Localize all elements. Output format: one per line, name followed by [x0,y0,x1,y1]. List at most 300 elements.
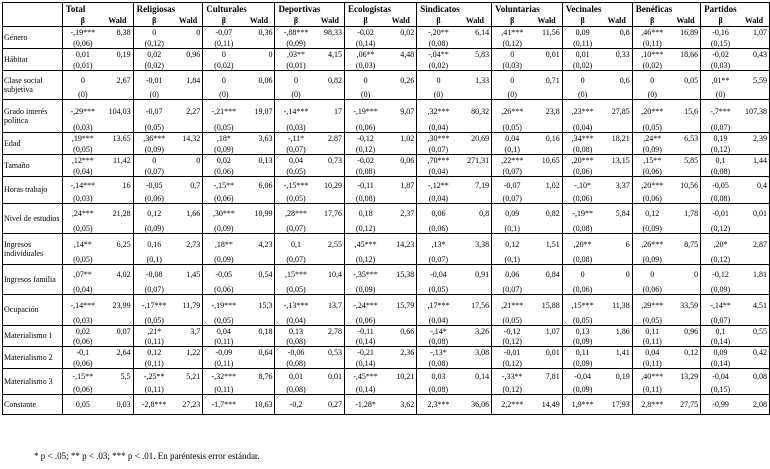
std-error-cell: (0,03) [73,123,93,132]
wald-cell: 15,3 [244,295,275,316]
beta-cell: ,19*** [62,133,103,145]
wald-cell: 4,51 [740,295,770,316]
std-error-cell: (0,11) [144,337,164,346]
beta-cell: 0,13 [275,325,317,337]
beta-cell: ,14** [62,234,103,255]
table-row [3,48,770,61]
std-error-cell: (0,12) [355,254,376,264]
wald-cell: 2,27 [175,99,203,123]
wald-cell: 0,01 [532,48,562,61]
empty-cell [175,39,203,49]
empty-cell [672,61,701,71]
std-error-cell: (0,03) [710,61,731,70]
table-row [3,27,770,39]
wald-cell: 0,06 [244,71,275,90]
row-label: Género [3,27,63,49]
beta-cell: 0,09 [492,203,533,224]
empty-cell [740,224,770,234]
empty-cell [244,337,275,347]
beta-cell: 0,13 [562,325,602,337]
beta-cell: -,29*** [62,99,103,123]
std-error-cell: (0,09) [642,144,662,154]
std-error-cell: (0,11) [214,337,234,346]
beta-cell: -0,99 [701,395,740,415]
empty-cell [532,90,562,100]
beta-cell: 0,02 [133,48,175,61]
std-error-cell: (0,01) [286,61,306,70]
beta-cell: 0,16 [133,234,175,255]
std-error-cell: (0,1) [504,254,520,264]
empty-cell [740,145,770,155]
group-header: Ecologistas [345,3,417,16]
std-error-cell: (0,11) [642,358,662,368]
std-error-cell: (0,05) [144,315,164,325]
empty-cell [460,224,492,234]
empty-cell [317,167,345,177]
std-error-cell: (0,12) [502,358,522,368]
std-error-cell: (0,06) [355,315,376,325]
beta-cell: -,20** [417,27,460,39]
empty-cell [532,359,562,369]
std-error-cell: (0,14) [355,38,376,48]
beta-cell: ,06** [345,48,387,61]
beta-cell: -,14*** [62,295,103,316]
wald-cell: 2,87 [317,133,345,145]
empty-cell [175,194,203,204]
empty-cell [103,224,133,234]
std-error-cell: (0,07) [144,167,164,176]
beta-cell: 2,2*** [492,395,533,415]
std-error-cell: (0,07) [144,285,164,294]
empty-cell [244,385,275,395]
std-error-cell: (0,05) [73,224,93,233]
std-error-cell: (0) [715,89,726,99]
beta-cell: -0,04 [417,264,460,285]
wald-cell: 27,75 [672,395,701,415]
empty-cell [103,285,133,295]
std-error-cell: (0) [291,89,301,99]
wald-cell: 0,01 [740,203,770,224]
wald-cell: 17 [317,99,345,123]
std-error-cell: (0,14) [355,385,376,394]
beta-cell: ,15*** [275,264,317,285]
std-error-cell: (0,04) [286,315,306,325]
header-groups-row [3,3,770,16]
std-error-cell: (0,05) [502,315,522,325]
table-row [3,395,770,415]
std-error-cell: (0,03) [73,193,93,203]
wald-header: Wald [740,15,770,27]
beta-cell: ,01** [701,71,740,90]
wald-cell: 0,08 [740,368,770,385]
wald-header: Wald [532,15,562,27]
wald-cell: 36,06 [460,395,492,415]
beta-cell: 0,02 [62,325,103,337]
table-row [3,264,770,285]
group-header: Culturales [203,3,275,16]
std-error-cell: (0,09) [642,224,662,233]
std-error-cell: (0,05) [73,254,93,264]
std-error-cell: (0,05) [286,285,306,294]
beta-cell: -,15** [203,177,245,194]
std-error-cell: (0,06) [428,224,449,233]
beta-cell: -,11* [275,133,317,145]
wald-cell: 1,86 [603,325,633,337]
beta-cell: ,26*** [492,99,533,123]
std-error-cell: (0,08) [428,38,449,48]
std-error-cell: (0,07) [502,285,522,294]
std-error-cell: (0,12) [502,337,522,346]
beta-cell: ,23*** [562,99,602,123]
empty-cell [740,194,770,204]
std-error-cell: (0,03) [286,123,306,132]
std-error-row [3,123,770,133]
std-error-cell: (0,12) [710,224,731,233]
std-error-cell: (0,08) [286,358,306,368]
beta-cell: 0 [203,48,245,61]
group-header: Voluntarias [492,3,563,16]
empty-cell [740,61,770,71]
empty-cell [672,39,701,49]
empty-cell [386,123,417,133]
empty-cell [103,337,133,347]
empty-cell [672,224,701,234]
std-error-cell: (0,08) [355,167,376,176]
wald-cell: 0,43 [740,48,770,61]
std-error-cell: (0,08) [286,337,306,346]
wald-cell: 1,07 [532,325,562,337]
std-error-cell: (0,06) [73,38,93,48]
wald-header: Wald [103,15,133,27]
wald-cell: 33,59 [672,295,701,316]
empty-cell [672,167,701,177]
row-label: Edad [3,133,63,155]
beta-cell: -0,11 [345,325,387,337]
wald-cell: 2,08 [740,395,770,415]
std-error-cell: (0,1) [504,224,520,233]
std-error-cell: (0,08) [428,358,449,368]
beta-cell: 0,04 [203,325,245,337]
beta-cell: -0,01 [133,71,175,90]
beta-cell: -,35*** [345,264,387,285]
beta-cell: 0 [345,71,387,90]
wald-cell: 5,85 [672,154,701,167]
std-error-cell: (0,02) [428,61,449,70]
empty-cell [740,359,770,369]
beta-cell: 2,8*** [632,395,672,415]
wald-cell: 0,01 [532,347,562,359]
empty-cell [672,316,701,326]
empty-cell [386,224,417,234]
wald-cell: 1,02 [532,177,562,194]
empty-cell [740,123,770,133]
wald-cell: 0 [244,48,275,61]
wald-cell: 0,82 [532,203,562,224]
std-error-cell: (0,05) [214,123,234,132]
wald-cell: 98,33 [317,27,345,39]
beta-cell: ,03** [275,48,317,61]
wald-cell: 17,56 [460,295,492,316]
beta-cell: ,20* [701,234,740,255]
beta-cell: -,33** [492,368,533,385]
std-error-cell: (0,12) [502,38,522,48]
row-label: Grado interés política [3,99,63,133]
empty-cell [317,285,345,295]
wald-cell: 3,38 [460,234,492,255]
wald-cell: 10,21 [386,368,417,385]
empty-cell [740,90,770,100]
wald-cell: 0,54 [244,264,275,285]
std-error-cell: (0,05) [428,285,449,294]
std-error-cell: (0,11) [214,385,234,394]
wald-cell: 0,12 [672,347,701,359]
beta-cell: ,45*** [345,234,387,255]
row-label: Ingresos individuales [3,234,63,265]
std-error-cell: (0,07) [710,315,731,325]
wald-cell: 0,6 [603,71,633,90]
row-label: Clase social subjetiva [3,71,63,100]
std-error-cell: (0,08) [428,385,449,394]
std-error-cell: (0,07) [428,254,449,264]
beta-cell: 0 [632,264,672,285]
wald-cell: 16 [103,177,133,194]
beta-cell: ,21*** [492,295,533,316]
empty-cell [603,359,633,369]
empty-cell [460,39,492,49]
wald-cell: 1,33 [460,71,492,90]
beta-header: β [650,16,655,25]
empty-cell [175,90,203,100]
wald-cell: 0,33 [603,48,633,61]
beta-cell: ,10*** [632,48,672,61]
empty-cell [672,255,701,265]
wald-cell: 20,69 [460,133,492,145]
beta-cell: -0,09 [203,347,245,359]
wald-cell: 0,02 [386,27,417,39]
wald-cell: 1,41 [603,347,633,359]
std-error-cell: (0,14) [710,358,731,368]
empty-cell [740,255,770,265]
wald-cell: 1,84 [175,71,203,90]
wald-cell: 0,42 [740,347,770,359]
beta-cell: 0 [632,71,672,90]
std-error-row [3,90,770,100]
empty-cell [603,285,633,295]
wald-cell: 27,85 [603,99,633,123]
empty-cell [103,194,133,204]
wald-cell: 5,84 [603,203,633,224]
beta-cell: ,07** [62,264,103,285]
row-label: Horas trabajo [3,177,63,204]
beta-cell: 0,12 [492,234,533,255]
empty-cell [532,385,562,395]
empty-cell [175,337,203,347]
empty-cell [532,167,562,177]
beta-cell: -,7*** [701,99,740,123]
wald-cell: 8,38 [103,27,133,39]
beta-cell: -0,08 [133,264,175,285]
beta-cell: -0,07 [133,99,175,123]
wald-cell: 2,87 [740,234,770,255]
empty-cell [603,167,633,177]
std-error-cell: (0,05) [144,123,164,132]
wald-cell: 2,67 [103,71,133,90]
std-error-cell: (0,06) [642,285,662,294]
std-error-cell: (0,07) [502,167,522,176]
empty-cell [386,145,417,155]
wald-cell: 2,64 [103,347,133,359]
empty-cell [103,145,133,155]
table-row [3,234,770,255]
beta-cell: ,40*** [632,368,672,385]
empty-cell [532,145,562,155]
beta-cell: -0,12 [701,264,740,285]
wald-cell: 0,91 [460,264,492,285]
std-error-cell: (0,06) [642,167,662,176]
wald-cell: 0,36 [244,27,275,39]
wald-cell: 0,01 [317,368,345,385]
std-error-cell: (0,05) [286,167,306,176]
wald-header: Wald [460,15,492,27]
beta-cell: 0,11 [632,325,672,337]
wald-cell: 0,05 [672,71,701,90]
wald-cell: 13,15 [603,154,633,167]
wald-cell: 14,23 [386,234,417,255]
std-error-cell: (0,08) [572,224,593,233]
wald-cell: 0,64 [244,347,275,359]
beta-cell: ,15** [632,154,672,167]
wald-cell: 0,55 [740,325,770,337]
beta-header: β [221,16,226,25]
wald-cell: 2,36 [386,347,417,359]
empty-cell [317,316,345,326]
empty-cell [740,39,770,49]
empty-cell [532,337,562,347]
beta-cell: 0 [275,71,317,90]
row-label: Ocupación [3,295,63,326]
empty-cell [175,316,203,326]
wald-cell: 1,44 [740,154,770,167]
wald-cell: 0 [175,27,203,39]
std-error-cell: (0,11) [642,385,662,394]
empty-cell [175,359,203,369]
std-error-cell: (0,11) [144,385,164,394]
wald-cell: 1,07 [740,27,770,39]
wald-cell: 0,66 [386,325,417,337]
beta-cell: ,70*** [417,154,460,167]
std-error-cell: (0,08) [710,167,731,176]
group-header: Sindicatos [417,3,492,16]
wald-cell: 0 [175,154,203,167]
beta-cell: 0,1 [275,234,317,255]
wald-cell: 0,8 [603,27,633,39]
empty-cell [317,123,345,133]
wald-cell: 18,21 [603,133,633,145]
beta-cell: -0,07 [492,177,533,194]
wald-cell: 23,99 [103,295,133,316]
empty-cell [603,224,633,234]
beta-cell: ,12*** [62,154,103,167]
wald-cell: 2,37 [386,203,417,224]
std-error-cell: (0,11) [144,358,164,368]
table-footnote: * p < .05; ** p < .03; *** p < .01. En paréntesis error estándar. [34,451,260,461]
std-error-cell: (0,06) [572,285,593,294]
std-error-cell: (0,09) [572,337,593,346]
empty-cell [672,145,701,155]
beta-cell: ,30*** [417,133,460,145]
corner-cell [3,15,63,27]
empty-cell [672,337,701,347]
beta-cell: -0,2 [275,395,317,415]
empty-cell [460,337,492,347]
wald-cell: 6,53 [672,133,701,145]
beta-cell: 0 [133,27,175,39]
wald-cell: 13,29 [672,368,701,385]
empty-cell [244,255,275,265]
std-error-cell: (0) [219,89,229,99]
corner-cell [3,3,63,16]
empty-cell [244,90,275,100]
row-label: Materialismo 2 [3,347,63,369]
empty-cell [460,316,492,326]
empty-cell [740,337,770,347]
wald-cell: 6,14 [460,27,492,39]
empty-cell [460,61,492,71]
std-error-cell: (0,12) [355,224,376,233]
empty-cell [317,385,345,395]
wald-cell: 5,83 [460,48,492,61]
std-error-cell: (0) [647,89,657,99]
empty-cell [386,167,417,177]
empty-cell [103,359,133,369]
std-error-cell: (0,07) [502,193,522,203]
beta-cell: ,15*** [562,295,602,316]
empty-cell [244,224,275,234]
std-error-cell: (0,03) [355,61,376,70]
std-error-cell: (0) [433,89,444,99]
beta-cell: 0 [562,264,602,285]
empty-cell [175,61,203,71]
empty-cell [244,285,275,295]
empty-cell [532,194,562,204]
wald-cell: 10,99 [244,203,275,224]
std-error-cell: (0,07) [286,144,306,154]
std-error-cell: (0,02) [214,61,234,70]
std-error-cell: (0,09) [355,285,376,294]
beta-cell: -0,1 [62,347,103,359]
wald-cell: 8,75 [672,234,701,255]
std-error-cell: (0,03) [73,315,93,325]
wald-cell: 0,27 [317,395,345,415]
std-error-cell: (0,15) [710,385,731,394]
beta-cell: -,88*** [275,27,317,39]
beta-cell: -0,02 [701,48,740,61]
table-row [3,99,770,123]
beta-cell: ,20*** [632,177,672,194]
wald-header: Wald [672,15,701,27]
std-error-cell: (0,09) [214,144,234,154]
empty-cell [460,255,492,265]
std-error-cell: (0,12) [710,144,731,154]
group-header: Religiosas [133,3,203,16]
wald-cell: 1,51 [532,234,562,255]
wald-cell: 10,65 [532,154,562,167]
empty-cell [603,337,633,347]
empty-cell [386,90,417,100]
std-error-cell: (0,02) [572,61,593,70]
std-error-cell: (0,06) [214,193,234,203]
beta-header: β [152,16,157,25]
